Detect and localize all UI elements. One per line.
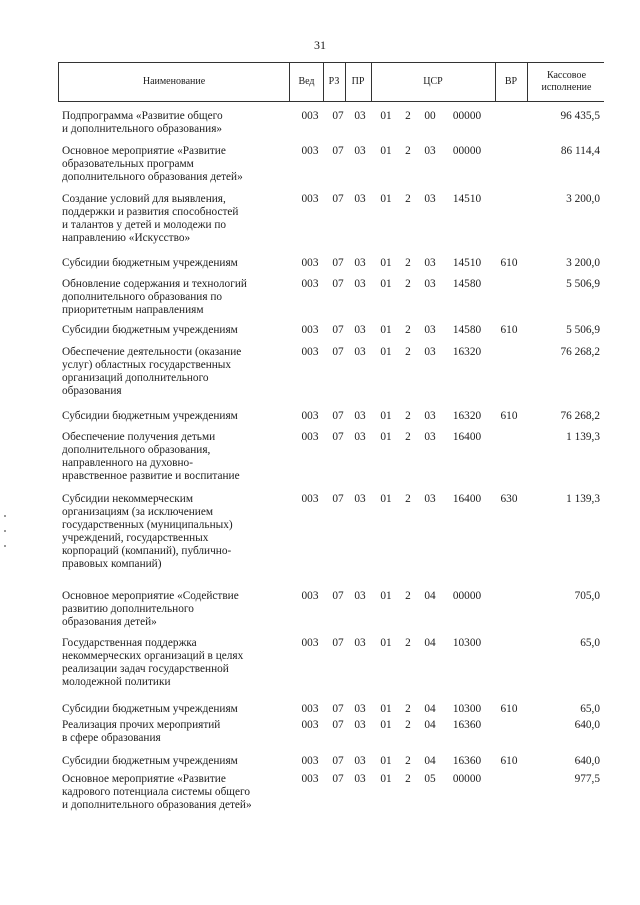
- row-name: Субсидии бюджетным учреждениям: [62, 703, 238, 715]
- row-ved: 003: [301, 110, 319, 122]
- row-csr-subprogram: 2: [405, 110, 411, 122]
- row-ved: 003: [301, 703, 319, 715]
- row-ved: 003: [301, 193, 319, 205]
- row-vr: 610: [500, 703, 518, 715]
- row-pr: 03: [354, 755, 366, 767]
- row-amount: 76 268,2: [560, 410, 600, 422]
- row-rz: 07: [332, 773, 344, 785]
- row-amount: 96 435,5: [560, 110, 600, 122]
- row-csr-event: 03: [424, 278, 436, 290]
- row-pr: 03: [354, 431, 366, 443]
- row-csr-direction: 16320: [452, 346, 482, 358]
- row-csr-program: 01: [380, 257, 392, 269]
- header-rz: РЗ: [328, 76, 340, 87]
- row-ved: 003: [301, 324, 319, 336]
- row-rz: 07: [332, 755, 344, 767]
- row-pr: 03: [354, 346, 366, 358]
- row-rz: 07: [332, 590, 344, 602]
- row-amount: 1 139,3: [566, 431, 600, 443]
- row-csr-program: 01: [380, 324, 392, 336]
- row-vr: 610: [500, 410, 518, 422]
- row-csr-subprogram: 2: [405, 257, 411, 269]
- row-csr-program: 01: [380, 278, 392, 290]
- row-pr: 03: [354, 324, 366, 336]
- row-csr-event: 04: [424, 703, 436, 715]
- row-name: Субсидии бюджетным учреждениям: [62, 257, 238, 269]
- row-csr-subprogram: 2: [405, 773, 411, 785]
- row-amount: 65,0: [580, 637, 600, 649]
- row-csr-event: 04: [424, 590, 436, 602]
- row-amount: 640,0: [574, 719, 600, 731]
- row-csr-event: 03: [424, 324, 436, 336]
- row-amount: 65,0: [580, 703, 600, 715]
- row-name: Субсидии бюджетным учреждениям: [62, 755, 238, 767]
- row-csr-subprogram: 2: [405, 346, 411, 358]
- row-csr-program: 01: [380, 110, 392, 122]
- row-name: Основное мероприятие «Развитие образовательных программ дополнительного образования детей»: [62, 145, 243, 183]
- row-csr-event: 03: [424, 145, 436, 157]
- row-rz: 07: [332, 110, 344, 122]
- row-csr-direction: 00000: [452, 590, 482, 602]
- row-csr-program: 01: [380, 145, 392, 157]
- row-csr-event: 03: [424, 431, 436, 443]
- row-ved: 003: [301, 431, 319, 443]
- row-amount: 3 200,0: [566, 257, 600, 269]
- row-csr-event: 04: [424, 755, 436, 767]
- row-pr: 03: [354, 719, 366, 731]
- row-csr-event: 03: [424, 493, 436, 505]
- row-vr: 610: [500, 257, 518, 269]
- row-name: Субсидии бюджетным учреждениям: [62, 324, 238, 336]
- row-csr-subprogram: 2: [405, 719, 411, 731]
- row-csr-direction: 00000: [452, 110, 482, 122]
- row-csr-event: 00: [424, 110, 436, 122]
- row-amount: 5 506,9: [566, 324, 600, 336]
- row-rz: 07: [332, 324, 344, 336]
- row-amount: 640,0: [574, 755, 600, 767]
- row-name: Реализация прочих мероприятий в сфере образования: [62, 719, 221, 744]
- row-csr-subprogram: 2: [405, 324, 411, 336]
- row-csr-program: 01: [380, 410, 392, 422]
- row-csr-program: 01: [380, 493, 392, 505]
- row-pr: 03: [354, 590, 366, 602]
- row-ved: 003: [301, 773, 319, 785]
- row-rz: 07: [332, 703, 344, 715]
- row-csr-program: 01: [380, 346, 392, 358]
- row-csr-direction: 16320: [452, 410, 482, 422]
- row-csr-program: 01: [380, 773, 392, 785]
- row-csr-direction: 10300: [452, 637, 482, 649]
- row-amount: 705,0: [574, 590, 600, 602]
- row-csr-event: 03: [424, 410, 436, 422]
- row-rz: 07: [332, 719, 344, 731]
- row-csr-subprogram: 2: [405, 703, 411, 715]
- row-vr: 630: [500, 493, 518, 505]
- row-ved: 003: [301, 493, 319, 505]
- row-name: Обеспечение деятельности (оказание услуг) областных государственных организаций дополнительного образования: [62, 346, 242, 397]
- header-csr: ЦСР: [423, 76, 443, 87]
- row-amount: 76 268,2: [560, 346, 600, 358]
- row-csr-subprogram: 2: [405, 637, 411, 649]
- row-csr-program: 01: [380, 193, 392, 205]
- row-pr: 03: [354, 110, 366, 122]
- row-name: Создание условий для выявления, поддержки и развития способностей и талантов у детей и молодежи по направлению «Искусство»: [62, 193, 239, 244]
- row-csr-program: 01: [380, 719, 392, 731]
- page-number: 31: [314, 38, 326, 52]
- row-pr: 03: [354, 410, 366, 422]
- row-csr-subprogram: 2: [405, 493, 411, 505]
- row-name: Государственная поддержка некоммерческих организаций в целях реализации задач государственной молодежной политики: [62, 637, 244, 688]
- row-amount: 86 114,4: [560, 145, 600, 157]
- row-csr-direction: 16400: [452, 431, 482, 443]
- row-ved: 003: [301, 719, 319, 731]
- row-rz: 07: [332, 346, 344, 358]
- row-csr-event: 03: [424, 257, 436, 269]
- row-ved: 003: [301, 410, 319, 422]
- row-csr-subprogram: 2: [405, 278, 411, 290]
- row-csr-subprogram: 2: [405, 431, 411, 443]
- row-ved: 003: [301, 637, 319, 649]
- row-rz: 07: [332, 410, 344, 422]
- row-csr-event: 05: [424, 773, 436, 785]
- row-pr: 03: [354, 493, 366, 505]
- row-pr: 03: [354, 145, 366, 157]
- row-csr-subprogram: 2: [405, 410, 411, 422]
- row-ved: 003: [301, 346, 319, 358]
- row-amount: 5 506,9: [566, 278, 600, 290]
- row-pr: 03: [354, 637, 366, 649]
- row-csr-subprogram: 2: [405, 193, 411, 205]
- header-amount-line1: Кассовое: [546, 70, 587, 81]
- row-csr-direction: 14510: [452, 193, 482, 205]
- table-header: [58, 62, 604, 102]
- row-ved: 003: [301, 257, 319, 269]
- row-rz: 07: [332, 145, 344, 157]
- row-rz: 07: [332, 493, 344, 505]
- row-name: Субсидии бюджетным учреждениям: [62, 410, 238, 422]
- row-csr-subprogram: 2: [405, 145, 411, 157]
- row-ved: 003: [301, 590, 319, 602]
- row-csr-direction: 14580: [452, 278, 482, 290]
- scan-mark: [4, 515, 6, 517]
- row-amount: 977,5: [574, 773, 600, 785]
- row-amount: 1 139,3: [566, 493, 600, 505]
- row-amount: 3 200,0: [566, 193, 600, 205]
- row-csr-direction: 16360: [452, 719, 482, 731]
- row-rz: 07: [332, 637, 344, 649]
- row-ved: 003: [301, 755, 319, 767]
- header-vr: ВР: [504, 76, 518, 87]
- row-csr-program: 01: [380, 703, 392, 715]
- row-rz: 07: [332, 193, 344, 205]
- row-pr: 03: [354, 703, 366, 715]
- header-name: Наименование: [142, 76, 206, 87]
- row-csr-event: 03: [424, 346, 436, 358]
- row-csr-program: 01: [380, 590, 392, 602]
- row-ved: 003: [301, 278, 319, 290]
- row-pr: 03: [354, 193, 366, 205]
- row-csr-direction: 16400: [452, 493, 482, 505]
- row-pr: 03: [354, 773, 366, 785]
- row-ved: 003: [301, 145, 319, 157]
- row-name: Подпрограмма «Развитие общего и дополнительного образования»: [62, 110, 223, 135]
- header-amount: [528, 63, 605, 101]
- row-csr-subprogram: 2: [405, 590, 411, 602]
- row-csr-direction: 14580: [452, 324, 482, 336]
- row-rz: 07: [332, 257, 344, 269]
- row-csr-program: 01: [380, 755, 392, 767]
- row-name: Обеспечение получения детьми дополнительного образования, направленного на духовно- нравственное развитие и воспитание: [62, 431, 240, 482]
- row-csr-direction: 16360: [452, 755, 482, 767]
- scan-mark: [4, 530, 6, 532]
- header-ved: Вед: [298, 76, 315, 87]
- row-name: Основное мероприятие «Развитие кадрового потенциала системы общего и дополнительного образования детей»: [62, 773, 252, 811]
- row-csr-subprogram: 2: [405, 755, 411, 767]
- header-amount-line2: исполнение: [541, 82, 592, 93]
- row-csr-direction: 10300: [452, 703, 482, 715]
- row-rz: 07: [332, 278, 344, 290]
- row-vr: 610: [500, 755, 518, 767]
- row-name: Обновление содержания и технологий дополнительного образования по приоритетным направлениям: [62, 278, 247, 316]
- row-csr-direction: 00000: [452, 145, 482, 157]
- row-name: Основное мероприятие «Содействие развитию дополнительного образования детей»: [62, 590, 239, 628]
- scan-mark: [4, 545, 6, 547]
- row-name: Субсидии некоммерческим организациям (за исключением государственных (муниципальных) учреждений, государственных корпораций (компаний), публично- правовых компаний): [62, 493, 233, 570]
- row-vr: 610: [500, 324, 518, 336]
- row-csr-event: 03: [424, 193, 436, 205]
- row-rz: 07: [332, 431, 344, 443]
- row-csr-direction: 14510: [452, 257, 482, 269]
- row-pr: 03: [354, 278, 366, 290]
- row-csr-direction: 00000: [452, 773, 482, 785]
- row-csr-program: 01: [380, 637, 392, 649]
- row-csr-program: 01: [380, 431, 392, 443]
- row-pr: 03: [354, 257, 366, 269]
- row-csr-event: 04: [424, 719, 436, 731]
- header-pr: ПР: [351, 76, 365, 87]
- row-csr-event: 04: [424, 637, 436, 649]
